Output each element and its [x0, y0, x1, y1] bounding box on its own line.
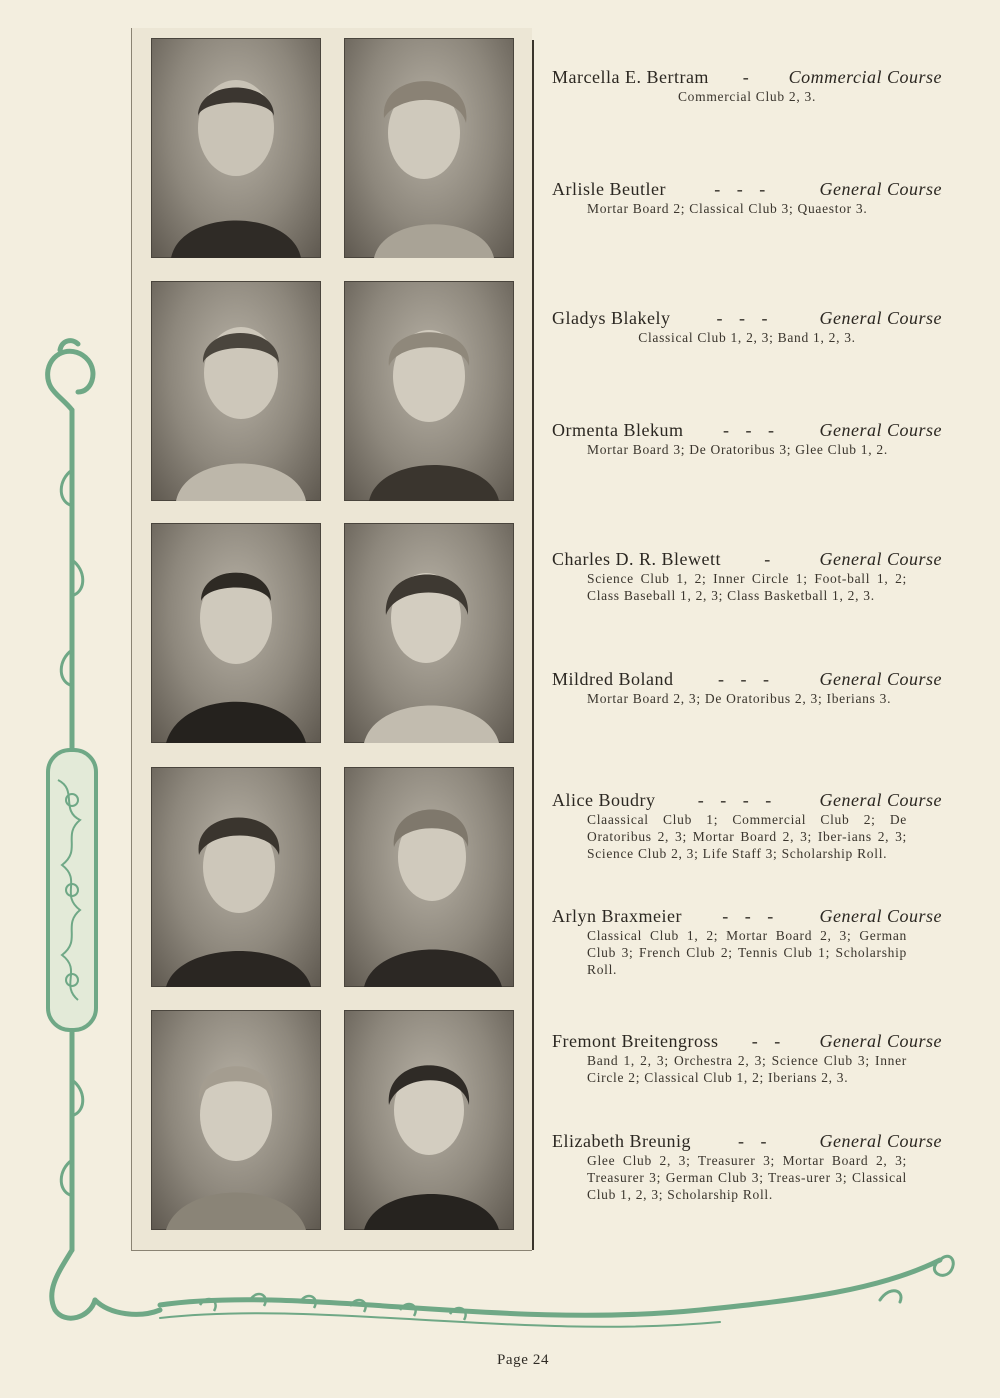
student-activities: Mortar Board 2, 3; De Oratoribus 2, 3; Iberians 3.	[587, 691, 892, 706]
portrait-photo	[151, 767, 321, 987]
portrait-photo	[344, 767, 514, 987]
separator-dash: - - -	[723, 420, 780, 440]
student-entry	[552, 178, 942, 217]
student-name: Ormenta Blekum	[552, 420, 684, 440]
student-entry	[552, 1130, 942, 1203]
student-entry	[552, 668, 942, 707]
student-activities: Science Club 1, 2; Inner Circle 1; Foot-ball 1, 2; Class Baseball 1, 2, 3; Class Basketball 1, 2, 3.	[587, 571, 907, 603]
student-entry	[552, 1030, 942, 1086]
separator-dash: - -	[737, 1131, 773, 1151]
student-entry	[552, 905, 942, 978]
student-name: Alice Boudry	[552, 790, 656, 810]
separator-dash: - -	[751, 1031, 787, 1051]
student-activities: Classical Club 1, 2, 3; Band 1, 2, 3.	[638, 330, 856, 345]
student-entry	[552, 66, 942, 105]
student-entry	[552, 307, 942, 346]
student-activities: Mortar Board 2; Classical Club 3; Quaestor 3.	[587, 201, 868, 216]
portrait-photo	[344, 523, 514, 743]
student-name: Gladys Blakely	[552, 308, 671, 328]
separator-dash: - - -	[714, 179, 772, 199]
separator-dash: - - - -	[697, 790, 778, 810]
course-name: General Course	[819, 1031, 942, 1051]
student-activities: Commercial Club 2, 3.	[677, 89, 817, 104]
separator-dash: - - -	[716, 308, 774, 328]
student-activities: Mortar Board 3; De Oratoribus 3; Glee Club 1, 2.	[587, 442, 888, 457]
portrait-photo	[151, 523, 321, 743]
student-entry	[552, 789, 942, 862]
separator-dash: -	[742, 67, 755, 87]
student-name: Fremont Breitengross	[552, 1031, 719, 1051]
course-name: General Course	[819, 906, 942, 926]
page-number: Page 24	[496, 1352, 550, 1368]
student-name: Marcella E. Bertram	[552, 67, 709, 87]
course-name: General Course	[819, 669, 942, 689]
student-activities: Classical Club 1, 2; Mortar Board 2, 3; German Club 3; French Club 2; Tennis Club 1; Scholarship Roll.	[587, 928, 907, 977]
student-activities: Band 1, 2, 3; Orchestra 2, 3; Science Club 3; Inner Circle 2; Classical Club 1, 2; Iberians 2, 3.	[587, 1053, 907, 1085]
course-name: General Course	[819, 179, 942, 199]
portrait-photo	[151, 281, 321, 501]
student-name: Charles D. R. Blewett	[552, 549, 721, 569]
course-name: General Course	[819, 1131, 942, 1151]
course-name: General Course	[819, 308, 942, 328]
student-entry	[552, 548, 942, 604]
portrait-photo	[151, 1010, 321, 1230]
portrait-photo	[344, 281, 514, 501]
course-name: General Course	[819, 790, 942, 810]
portrait-photo	[344, 38, 514, 258]
student-activities: Claassical Club 1; Commercial Club 2; De Oratoribus 2, 3; Mortar Board 2, 3; Iber-ians 2, 3; Science Club 2, 3; Life Staff 3; Scholarship Roll.	[587, 812, 907, 861]
student-activities: Glee Club 2, 3; Treasurer 3; Mortar Board 2, 3; Treasurer 3; German Club 3; Treas-urer 3; Classical Club 1, 2, 3; Scholarship Roll.	[587, 1153, 907, 1202]
portrait-photo	[344, 1010, 514, 1230]
separator-dash: - - -	[718, 669, 775, 689]
course-name: Commercial Course	[788, 67, 942, 87]
student-name: Arlisle Beutler	[552, 179, 666, 199]
course-name: General Course	[819, 420, 942, 440]
student-entry	[552, 419, 942, 458]
separator-dash: - - -	[722, 906, 780, 926]
portrait-photo	[151, 38, 321, 258]
student-name: Elizabeth Breunig	[552, 1131, 691, 1151]
panel-divider-rule	[532, 40, 534, 1250]
course-name: General Course	[819, 549, 942, 569]
student-name: Mildred Boland	[552, 669, 674, 689]
separator-dash: -	[764, 549, 777, 569]
student-name: Arlyn Braxmeier	[552, 906, 682, 926]
